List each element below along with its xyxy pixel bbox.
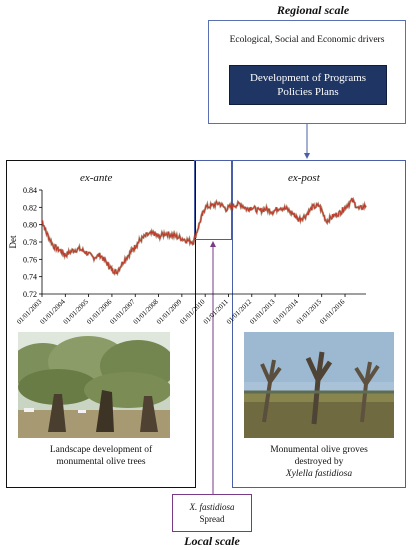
y-tick-label: 0.76: [23, 255, 37, 265]
y-tick-label: 0.82: [23, 203, 37, 213]
y-tick-label: 0.72: [23, 290, 37, 299]
local-scale-title: Local scale: [184, 534, 240, 548]
regional-scale-title: Regional scale: [276, 3, 350, 17]
chart-series: [42, 198, 366, 274]
y-tick-label: 0.84: [23, 186, 37, 195]
x-tick-label: 01/01/2007: [108, 297, 137, 326]
local-box-line-2: Spread: [199, 514, 225, 524]
destroyed-groves-photo: [244, 332, 394, 438]
y-tick-label: 0.74: [23, 272, 37, 282]
right-caption-line-1: Monumental olive groves: [270, 445, 368, 455]
x-tick-label: 01/01/2009: [155, 297, 184, 326]
olive-trees-photo: [18, 332, 170, 438]
regional-drivers-label: Ecological, Social and Economic drivers: [229, 35, 385, 45]
local-spread-box: [172, 494, 252, 532]
x-tick-label: 01/01/2008: [131, 297, 160, 326]
programs-line-2: Policies Plans: [277, 86, 339, 98]
ex-post-label: ex-post: [288, 172, 320, 184]
left-caption-line-1: Landscape development of: [49, 445, 153, 455]
det-series-shadow: [42, 198, 366, 274]
right-caption: [232, 444, 406, 480]
left-caption: [6, 444, 196, 468]
x-tick-label: 01/01/2004: [38, 297, 67, 326]
olive-trees-image: [18, 332, 170, 438]
right-caption-line-2: destroyed by: [294, 457, 344, 467]
x-tick-label: 01/01/2005: [61, 297, 91, 326]
ex-ante-label: ex-ante: [80, 172, 113, 184]
local-box-line-1: X. fastidiosa: [189, 502, 235, 512]
x-tick-label: 01/01/2015: [294, 297, 324, 326]
y-axis-label: Det: [8, 235, 18, 249]
x-tick-label: 01/01/2003: [15, 297, 44, 326]
left-caption-line-2: monumental olive trees: [56, 457, 146, 467]
y-tick-label: 0.80: [23, 220, 37, 230]
x-tick-label: 01/01/2016: [318, 297, 347, 326]
x-tick-label: 01/01/2011: [201, 297, 230, 326]
right-caption-line-3: Xylella fastidiosa: [285, 469, 353, 479]
x-tick-label: 01/01/2014: [271, 297, 300, 326]
x-tick-label: 01/01/2006: [85, 297, 114, 326]
programs-line-1: Development of Programs: [249, 72, 367, 84]
x-tick-label: 01/01/2012: [224, 297, 254, 326]
destroyed-groves-image: [244, 332, 394, 438]
y-tick-label: 0.78: [23, 238, 37, 247]
x-tick-label: 01/01/2010: [178, 297, 207, 326]
x-tick-label: 01/01/2013: [248, 297, 277, 326]
